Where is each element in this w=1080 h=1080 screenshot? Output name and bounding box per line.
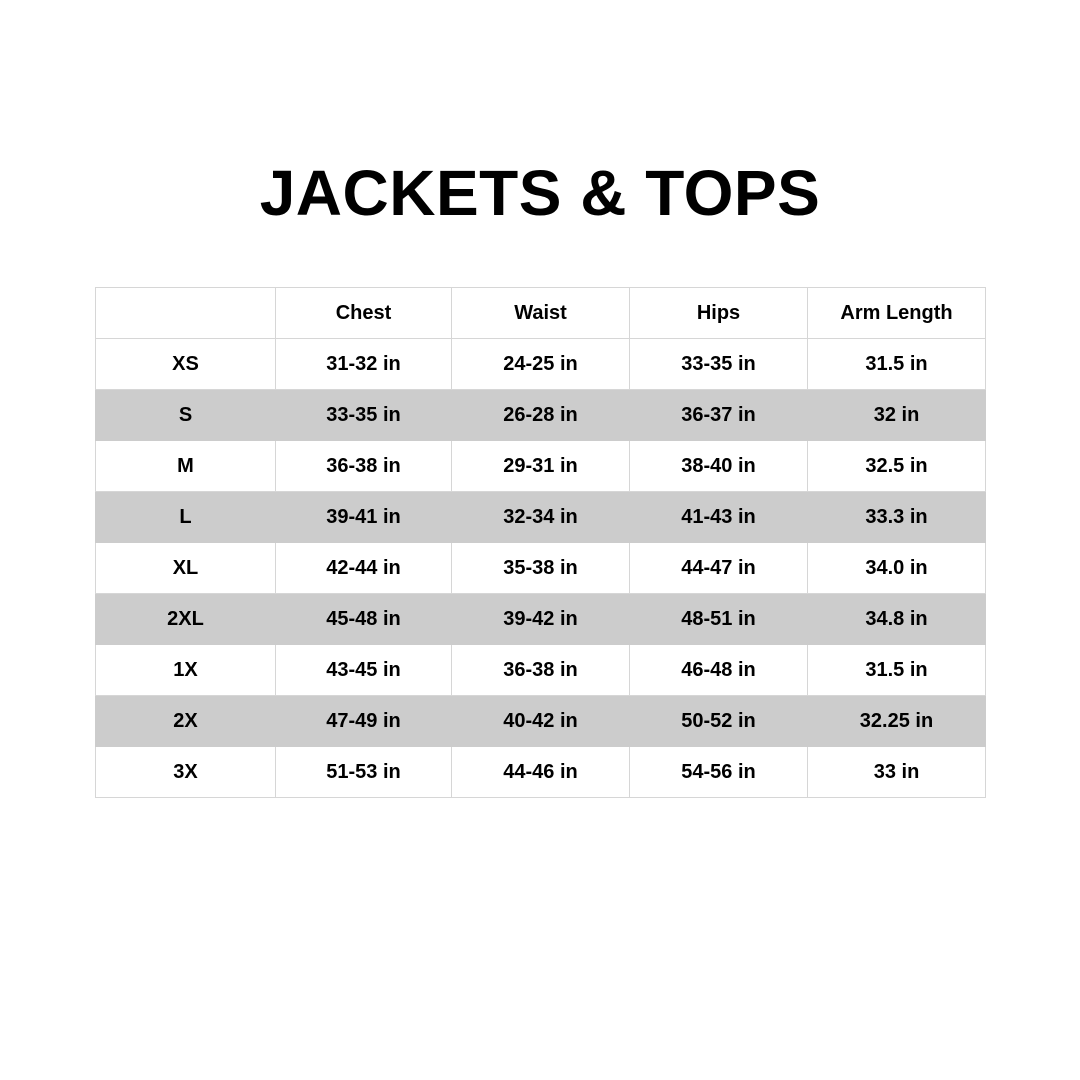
header-size bbox=[96, 288, 276, 339]
size-chart-table bbox=[95, 287, 986, 798]
header-arm-length: Arm Length bbox=[808, 288, 986, 339]
hips-value: 33-35 in bbox=[630, 339, 808, 390]
arm-length-value: 32.25 in bbox=[808, 696, 986, 747]
waist-value: 24-25 in bbox=[452, 339, 630, 390]
table-row bbox=[96, 339, 986, 390]
chest-value: 33-35 in bbox=[276, 390, 452, 441]
arm-length-value: 33 in bbox=[808, 747, 986, 798]
chest-value: 39-41 in bbox=[276, 492, 452, 543]
waist-value: 36-38 in bbox=[452, 645, 630, 696]
waist-value: 29-31 in bbox=[452, 441, 630, 492]
size-label: M bbox=[96, 441, 276, 492]
arm-length-value: 34.0 in bbox=[808, 543, 986, 594]
table-header-row bbox=[96, 288, 986, 339]
size-label: S bbox=[96, 390, 276, 441]
chest-value: 36-38 in bbox=[276, 441, 452, 492]
size-label: 1X bbox=[96, 645, 276, 696]
hips-value: 48-51 in bbox=[630, 594, 808, 645]
size-label: 2XL bbox=[96, 594, 276, 645]
chest-value: 43-45 in bbox=[276, 645, 452, 696]
waist-value: 44-46 in bbox=[452, 747, 630, 798]
chest-value: 31-32 in bbox=[276, 339, 452, 390]
chest-value: 42-44 in bbox=[276, 543, 452, 594]
hips-value: 38-40 in bbox=[630, 441, 808, 492]
hips-value: 50-52 in bbox=[630, 696, 808, 747]
arm-length-value: 32 in bbox=[808, 390, 986, 441]
hips-value: 54-56 in bbox=[630, 747, 808, 798]
hips-value: 41-43 in bbox=[630, 492, 808, 543]
waist-value: 35-38 in bbox=[452, 543, 630, 594]
page-title: JACKETS & TOPS bbox=[259, 156, 821, 229]
size-label: L bbox=[96, 492, 276, 543]
header-hips: Hips bbox=[630, 288, 808, 339]
table-row bbox=[96, 696, 986, 747]
chest-value: 45-48 in bbox=[276, 594, 452, 645]
waist-value: 26-28 in bbox=[452, 390, 630, 441]
size-label: 3X bbox=[96, 747, 276, 798]
waist-value: 32-34 in bbox=[452, 492, 630, 543]
size-label: XS bbox=[96, 339, 276, 390]
size-label: XL bbox=[96, 543, 276, 594]
table-row bbox=[96, 492, 986, 543]
arm-length-value: 31.5 in bbox=[808, 645, 986, 696]
table-row bbox=[96, 441, 986, 492]
header-waist: Waist bbox=[452, 288, 630, 339]
hips-value: 44-47 in bbox=[630, 543, 808, 594]
chest-value: 51-53 in bbox=[276, 747, 452, 798]
hips-value: 46-48 in bbox=[630, 645, 808, 696]
arm-length-value: 31.5 in bbox=[808, 339, 986, 390]
size-label: 2X bbox=[96, 696, 276, 747]
table-row bbox=[96, 645, 986, 696]
table-row bbox=[96, 390, 986, 441]
waist-value: 39-42 in bbox=[452, 594, 630, 645]
table-row bbox=[96, 594, 986, 645]
table-row bbox=[96, 543, 986, 594]
arm-length-value: 32.5 in bbox=[808, 441, 986, 492]
table-row bbox=[96, 747, 986, 798]
arm-length-value: 33.3 in bbox=[808, 492, 986, 543]
waist-value: 40-42 in bbox=[452, 696, 630, 747]
header-chest: Chest bbox=[276, 288, 452, 339]
arm-length-value: 34.8 in bbox=[808, 594, 986, 645]
chest-value: 47-49 in bbox=[276, 696, 452, 747]
hips-value: 36-37 in bbox=[630, 390, 808, 441]
